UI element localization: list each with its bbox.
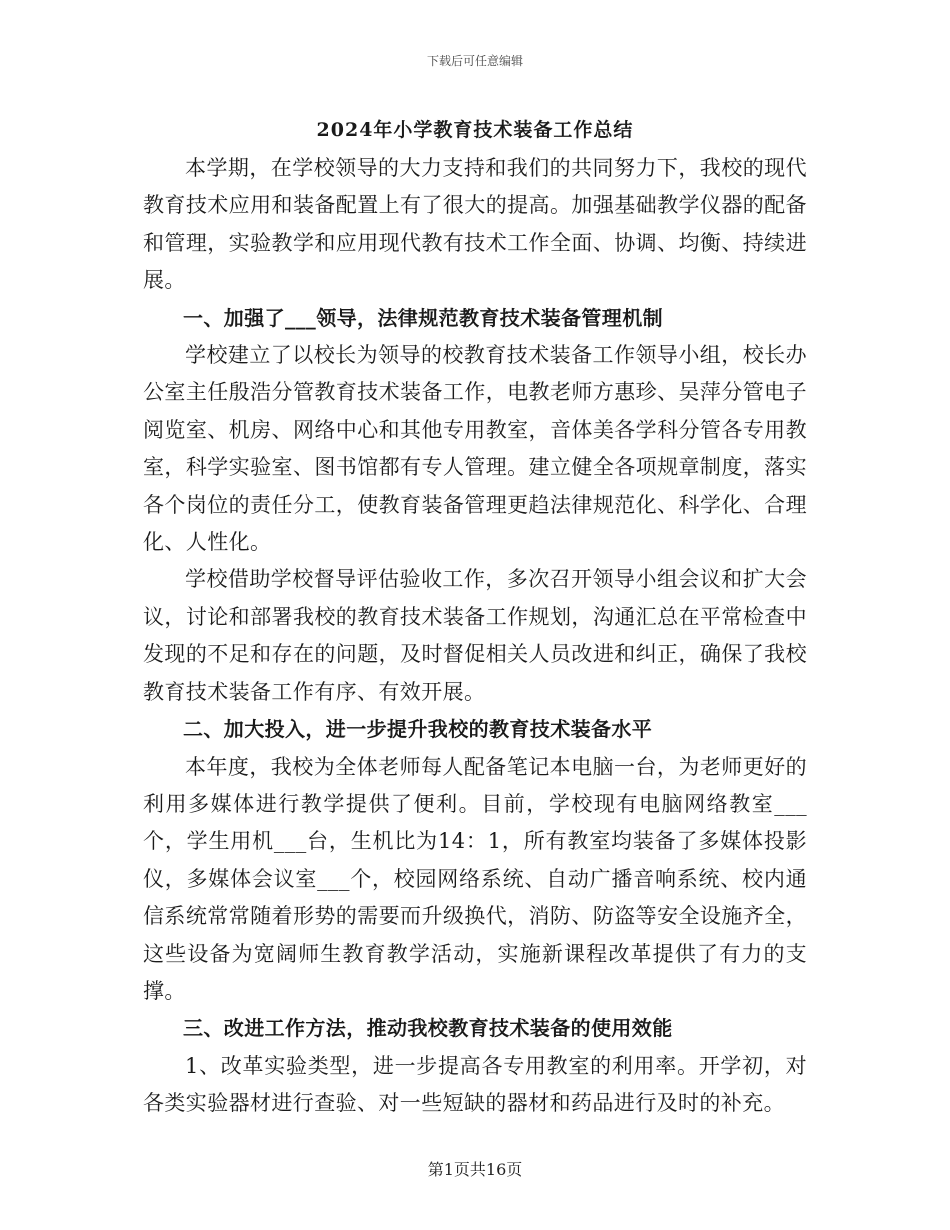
page-footer: 第1页共16页 (427, 1160, 523, 1179)
section-1-paragraph-1: 学校建立了以校长为领导的校教育技术装备工作领导小组，校长办公室主任殷浩分管教育技术装备工作，电教老师方惠珍、吴萍分管电子阅览室、机房、网络中心和其他专用教室，音体美各学科分管各专用教室，科学实验室、图书馆都有专人管理。建立健全各项规章制度，落实各个岗位的责任分工，使教育装备管理更趋法律规范化、科学化、合理化、人性化。 (143, 343, 807, 555)
section-2-heading: 二、加大投入，进一步提升我校的教育技术装备水平 (183, 717, 653, 742)
section-2-paragraph-1: 本年度，我校为全体老师每人配备笔记本电脑一台，为老师更好的利用多媒体进行教学提供了便利。目前，学校现有电脑网络教室___个，学生用机___台，生机比为14：1，所有教室均装备了多媒体投影仪，多媒体会议室___个，校园网络系统、自动广播音响系统、校内通信系统常常随着形势的需要而升级换代，消防、防盗等安全设施齐全，这些设备为宽阔师生教育教学活动，实施新课程改革提供了有力的支撑。 (143, 754, 807, 1003)
document-body (143, 150, 807, 1123)
header-note: 下载后可任意编辑 (426, 54, 523, 68)
section-1-heading: 一、加强了___领导，法律规范教育技术装备管理机制 (183, 305, 663, 330)
section-3-heading: 三、改进工作方法，推动我校教育技术装备的使用效能 (183, 1016, 673, 1041)
intro-paragraph: 本学期，在学校领导的大力支持和我们的共同努力下，我校的现代教育技术应用和装备配置上有了很大的提高。加强基础教学仪器的配备和管理，实验教学和应用现代教有技术工作全面、协调、均衡、持续进展。 (143, 156, 807, 293)
document-title: 2024年小学教育技术装备工作总结 (316, 119, 634, 141)
section-1-paragraph-2: 学校借助学校督导评估验收工作，多次召开领导小组会议和扩大会议，讨论和部署我校的教育技术装备工作规划，沟通汇总在平常检查中发现的不足和存在的问题，及时督促相关人员改进和纠正，确保了我校教育技术装备工作有序、有效开展。 (143, 567, 807, 704)
section-3-paragraph-1: 1、改革实验类型，进一步提高各专用教室的利用率。开学初，对各类实验器材进行查验、对一些短缺的器材和药品进行及时的补充。 (143, 1053, 807, 1116)
